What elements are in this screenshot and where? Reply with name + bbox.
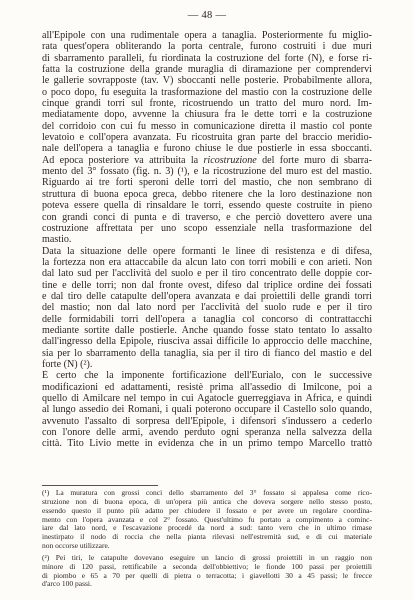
body-line: dal lato sud per l'acclività del suolo e per il tiro concentrato delle doppie cor-: [42, 268, 372, 280]
body-line: mediatamente dopo, avvenne la chiusura fra le dette torri e la costruzione: [42, 109, 372, 121]
body-line: delle formidabili torri dell'opera a tanaglia col concorso di contrattacchi: [42, 313, 372, 325]
body-line: del corridoio con cui fu messo in comunicazione diretta il mastio col ponte: [42, 120, 372, 132]
footnote-divider: [42, 485, 158, 486]
body-line: mento del 3° fossato (fig. n. 3) (¹), e la ricostruzione del muro est del mastio.: [42, 166, 372, 178]
footnote-line: struzione non di buona epoca, di un'opera più antica che doveva sorgere nello stesso posto,: [42, 497, 372, 506]
body-line: forte (N) (²).: [42, 358, 93, 370]
footnote-line: (²) Pei tiri, le catapulte dovevano eseguire un lancio di grossi proiettili in un raggio non: [42, 553, 372, 562]
body-line: nale dell'opera a tanaglia e furono chiuse le due postierle in essa sboccanti.: [42, 143, 372, 155]
body-line: del mastio; non dal lato nord per l'acclività del suolo rude e per il tiro: [42, 302, 372, 314]
body-line: mediante sortite dalle postierle. Anche quando fosse stato tentato lo assalto: [42, 324, 372, 336]
body-line: la fortezza non era attaccabile da alcun lato con torri mobili e con arieti. Non: [42, 256, 372, 268]
body-line: costruzione affrettata per uno scopo essenziale nella trasformazione del: [42, 222, 372, 234]
body-line: o poco dopo, fu eseguita la trasformazione del mastio con la costruzione delle: [42, 86, 372, 98]
body-line: con grandi conci di punta e di traverso, e che perciò dovettero avere una: [42, 211, 372, 223]
body-line: con l'onore delle armi, avendo perduto ogni speranza nella salvezza della: [42, 427, 372, 439]
body-line: È certo che la imponente fortificazione dell'Eurialo, con le successive: [42, 370, 372, 382]
body-line: di sbarramento paralleli, fu riordinata la costruzione del forte (N), e forse ri-: [42, 52, 372, 64]
footnote-line: minore di 120 passi, rettificabile a seconda dell'obbiettivo; le fionde 100 passi per proiettili: [42, 562, 372, 571]
footnote: [42, 489, 372, 551]
body-line: al lungo assedio dei Romani, i quali poterono occupare il Castello solo quando,: [42, 404, 372, 416]
body-line: avvenuto l'assalto di sorpresa dell'Epipole, i difensori s'indussero a cederlo: [42, 415, 372, 427]
body-line: e dal tiro delle catapulte dell'opera avanzata e dai proiettili delle grandi torri: [42, 290, 372, 302]
body-line: città. Tito Livio mette in evidenza che in un primo tempo Marcello trattò: [42, 438, 372, 450]
footnotes-body: [42, 489, 372, 589]
footnote: [42, 554, 372, 589]
footnote-line: inestirpato il nodo di roccia che nella pianta rilevasi nell'estremità sud, e di cui materiale: [42, 533, 372, 542]
body-line: modificazioni ed adattamenti, resistè prima all'assedio di Imilcone, poi a: [42, 381, 372, 393]
body-line: all'Epipole con una rudimentale opera a tanaglia. Posteriormente fu miglio-: [42, 30, 372, 41]
footnote-line: mento con l'opera avanzata e col 2° fossato. Quest'ultimo fu portato a compimento a cominc-: [42, 515, 372, 524]
body-line: mastio.: [42, 234, 72, 246]
body-line: poteva essere quella di rinsaldare le torri, essendo queste costruite in pieno: [42, 200, 372, 212]
body-line: Data la situazione delle opere formanti le linee di resistenza e di difesa,: [42, 245, 372, 257]
footnote-line: d'arco 100 passi.: [42, 580, 92, 589]
body-line: quello di Amilcare nel tempo in cui Agatocle guerreggiava in Africa, e quindi: [42, 393, 372, 404]
footnote-line: non occorse utilizzare.: [42, 542, 110, 551]
body-line: Ad epoca posteriore va attribuita la ricostruzione del forte muro di sbarra-: [42, 154, 372, 166]
body-line: sia per lo sbarramento della tanaglia, sia per il tiro di fianco del mastio e del: [42, 347, 372, 359]
page-number: — 48 —: [187, 10, 227, 21]
body-line: fatta la costruzione della grande muraglia di diramazione per comprendervi: [42, 64, 372, 76]
body-line: cinque grandi torri sul fronte, ricostruendo un tratto del muro nord. Im-: [42, 98, 372, 110]
body-line: rata quest'opera obliterando la porta centrale, furono costruiti i due muri: [42, 41, 372, 53]
body-line: Riguardo ai tre forti speroni delle torri del mastio, che non sembrano di: [42, 177, 372, 189]
body-text: [42, 30, 372, 450]
body-line: struttura di buona epoca greca, debbo ritenere che la loro destinazione non: [42, 188, 372, 200]
body-line: le gallerie sovrapposte (tav. V) sboccanti nelle posterie. Probabilmente allora,: [42, 75, 372, 87]
footnote-line: di piombo e 65 a 70 per quelli di pietra o terracotta; i giavellotti 30 a 45 passi; le frecce: [42, 571, 372, 580]
footnote-line: (¹) La muratura con grossi conci dello sbarramento del 3° fossato si appalesa come rico-: [42, 489, 372, 497]
footnotes: [42, 485, 372, 589]
body-line: levatoio e coll'opera avanzata. Fu ricostruita gran parte del braccio meridio-: [42, 132, 372, 144]
footnote-line: iare dal lato nord, e l'escavazione procedé da nord a sud: tanto vero che in ultimo rimase: [42, 524, 372, 533]
body-line: dall'ingresso della Epipole, riusciva assai difficile lo approccio delle macchine,: [42, 336, 372, 348]
footnote-line: essendo questo il punto più adatto per chiudere il fossato e per avere un regolare coordina-: [42, 506, 372, 515]
body-line: tine e delle torri; non dal fronte ovest, difeso dal triplice ordine dei fossati: [42, 279, 372, 291]
